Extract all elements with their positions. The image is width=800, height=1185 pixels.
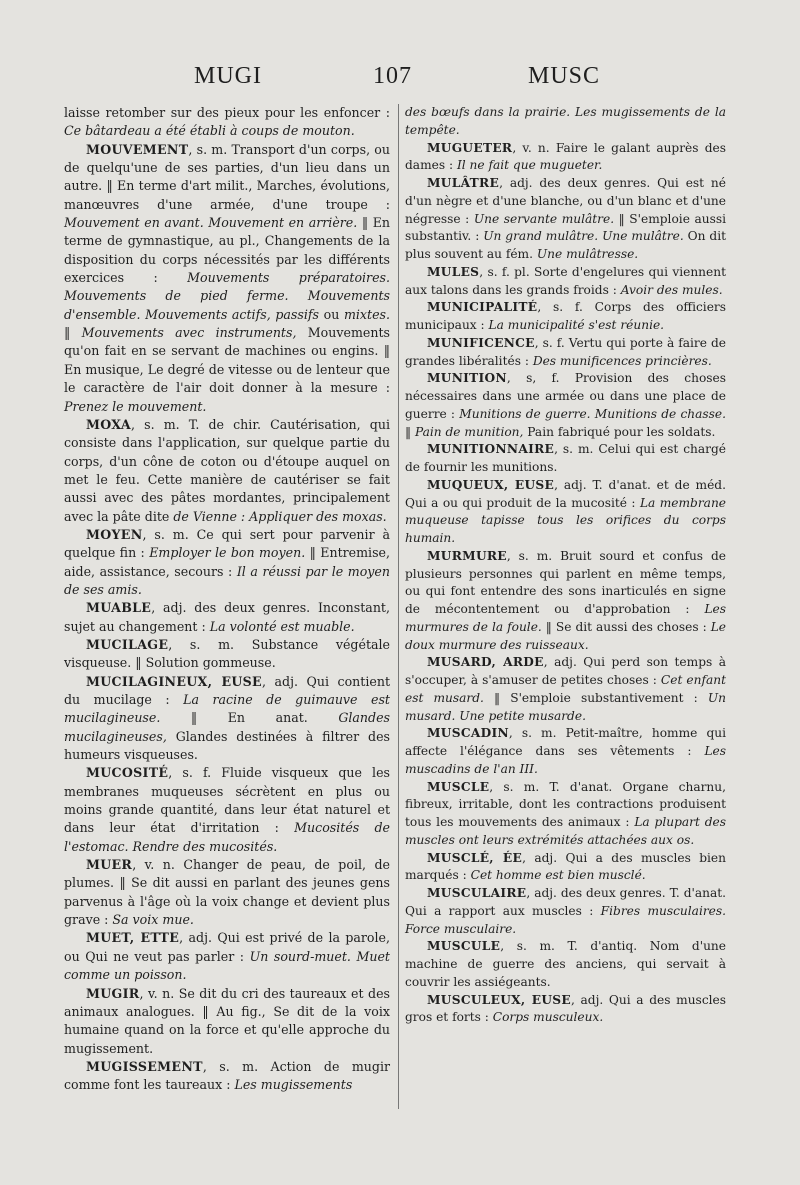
entry-definition: , adj. Qui a des muscles gros et forts : xyxy=(405,992,727,1025)
entry-definition: Glandes destinées à filtrer des humeurs visqueuses. xyxy=(64,728,390,763)
header-right-guideword: MUSC xyxy=(528,63,601,89)
entry-definition: , v. n. Changer de peau, de poil, de plumes. ‖ Se dit aussi en parlant des jeunes gens parvenus à l'âge où la voix change et devient plus grave : xyxy=(64,857,390,928)
entry-definition: , s. m. Action de mugir comme font les taureaux : xyxy=(64,1058,390,1093)
entry-headword: MUCILAGE xyxy=(86,636,169,652)
dictionary-entry xyxy=(405,175,726,264)
entry-example: La membrane muqueuse tapisse tous les orifices du corps humain. xyxy=(405,495,727,545)
right-column xyxy=(405,104,726,1027)
dictionary-entry xyxy=(405,779,726,850)
dictionary-entry xyxy=(64,416,390,526)
entry-headword: MUER xyxy=(86,857,133,873)
entry-definition: , s. m. T. d'antiq. Nom d'une machine de guerre des anciens, qui servait à couvrir les assiégeants. xyxy=(405,939,726,989)
entry-example: Mucosités de l'estomac. Rendre des mucosités. xyxy=(64,820,390,854)
entry-example: Mouvements avec instruments, xyxy=(81,325,297,341)
page-number: 107 xyxy=(373,63,412,89)
entry-definition: , adj. Qui a des muscles bien marqués : xyxy=(405,850,726,883)
entry-example: Pain de munition, xyxy=(414,424,524,439)
header-left-guideword: MUGI xyxy=(194,63,262,89)
entry-example: Des munificences princières. xyxy=(532,353,712,368)
entry-definition: , s. m. Bruit sourd et confus de plusieurs personnes qui parlent en même temps, ou qui font entendre des sons inarticulés en signe de mécontentement ou d'approbation : xyxy=(405,548,726,616)
entry-definition: ‖ En anat. xyxy=(160,710,339,726)
entry-example: La plupart des muscles ont leurs extrémités attachées aux os. xyxy=(405,815,727,847)
dictionary-entry xyxy=(64,985,390,1058)
dictionary-entry xyxy=(405,441,726,477)
entry-headword: MUSCULE xyxy=(427,939,501,954)
entry-definition: ‖ En terme de gymnastique, au pl., Changements de la disposition du corps nécessités par les différents exercices : xyxy=(64,215,390,286)
entry-example: Le doux murmure des ruisseaux. xyxy=(405,619,726,652)
entry-example: Glandes mucilagineuses, xyxy=(64,710,390,744)
entry-example: Les murmures de la foule. xyxy=(405,602,726,634)
entry-headword: MUNITIONNAIRE xyxy=(427,442,555,457)
entry-definition: , s. m. T. de chir. Cautérisation, qui consiste dans l'application, sur quelque partie du corps, d'un cône de coton ou d'étoupe auquel on met le feu. Cette manière de cautériser se fait aussi avec des pâtes mordantes, principalement avec la pâte dite xyxy=(64,416,390,524)
entry-example: Ce bâtardeau a été établi à coups de mouton. xyxy=(64,123,355,139)
entry-example: Un grand mulâtre. Une mulâtre. xyxy=(483,229,684,244)
entry-headword: MOXA xyxy=(86,416,131,432)
entry-headword: MUCILAGINEUX, EUSE xyxy=(86,673,262,689)
entry-example: Cet enfant est musard. xyxy=(405,673,726,705)
dictionary-entry xyxy=(405,264,726,300)
entry-example: Un sourd-muet. Muet comme un poisson. xyxy=(64,948,390,983)
entry-headword: MUSCULAIRE xyxy=(427,886,527,900)
entry-example: Une mulâtresse. xyxy=(536,247,639,261)
entry-headword: MOYEN xyxy=(86,526,143,542)
entry-example: Corps musculeux. xyxy=(492,1010,604,1025)
entry-definition: ou xyxy=(318,306,344,322)
entry-definition: , s. m. Ce qui sert pour parvenir à quelque fin : xyxy=(64,526,390,561)
dictionary-entry xyxy=(64,636,390,673)
dictionary-entry xyxy=(405,140,726,176)
entry-example: Fibres musculaires. Force musculaire. xyxy=(405,903,727,936)
entry-headword: MUNITION xyxy=(427,371,507,386)
dictionary-entry xyxy=(405,885,726,938)
dictionary-entry xyxy=(64,673,390,765)
entry-headword: MUGIR xyxy=(86,985,140,1001)
left-column xyxy=(64,104,390,1095)
dictionary-entry xyxy=(405,654,726,725)
dictionary-entry xyxy=(405,299,726,335)
entry-headword: MULES xyxy=(427,264,480,279)
entry-definition: Pain fabriqué pour les soldats. xyxy=(523,424,716,439)
entry-definition: , adj. Qui est privé de la parole, ou Qui ne veut pas parler : xyxy=(64,930,390,964)
dictionary-entry xyxy=(405,938,726,991)
entry-definition: laisse retomber sur des pieux pour les enfoncer : xyxy=(64,105,390,120)
entry-definition: , s. m. Celui qui est chargé de fournir les munitions. xyxy=(405,442,726,474)
entry-example: Munitions de guerre. Munitions de chasse. xyxy=(459,406,726,421)
entry-example: Les mugissements xyxy=(234,1077,353,1093)
entry-headword: MULÂTRE xyxy=(427,176,500,190)
entry-headword: MUQUEUX, EUSE xyxy=(427,477,555,492)
entry-definition: , s, f. Provision des choses nécessaires dans une armée ou dans une place de guerre : xyxy=(405,371,726,421)
dictionary-entry xyxy=(405,104,726,140)
entry-definition: ‖ xyxy=(64,325,82,341)
entry-example: La volonté est muable. xyxy=(209,618,355,634)
entry-example: des bœufs dans la prairie. Les mugissements de la tempête. xyxy=(405,105,726,137)
entry-example: Sa voix mue. xyxy=(112,912,194,928)
dictionary-entry xyxy=(405,992,726,1028)
entry-definition: ‖ Se dit aussi des choses : xyxy=(541,619,711,634)
entry-example: Un musard. Une petite musarde. xyxy=(405,690,726,723)
entry-headword: MUSCULEUX, EUSE xyxy=(427,992,571,1007)
entry-definition: , s. m. Substance végétale visqueuse. ‖ Solution gommeuse. xyxy=(64,636,390,671)
column-divider xyxy=(398,104,399,1109)
entry-definition: , v. n. Se dit du cri des taureaux et des animaux analogues. ‖ Au fig., Se dit de la voix humaine quand on la force et qu'elle approche du mugissement. xyxy=(64,985,390,1056)
dictionary-entry xyxy=(64,856,390,929)
entry-headword: MUSCADIN xyxy=(427,726,509,741)
dictionary-entry xyxy=(64,104,390,141)
dictionary-entry xyxy=(64,599,390,636)
entry-definition: , adj. des deux genres. Inconstant, sujet au changement : xyxy=(64,600,390,634)
entry-definition: ‖ Entremise, aide, assistance, secours : xyxy=(64,545,390,579)
entry-example: Il ne fait que mugueter. xyxy=(456,158,603,173)
entry-definition: , v. n. Faire le galant auprès des dames : xyxy=(405,140,726,173)
entry-definition: Mouvements qu'on fait en se servant de machines ou engins. ‖ En musique, Le degré de vitesse ou de lenteur que le caractère de l'air doit donner à la mesure : xyxy=(64,325,390,396)
dictionary-entry xyxy=(405,370,726,441)
dictionary-entry xyxy=(64,1058,390,1095)
dictionary-entry xyxy=(405,335,726,371)
entry-example: La racine de guimauve est mucilagineuse. xyxy=(64,692,390,726)
entry-definition: , s. m. Transport d'un corps, ou de quelqu'une de ses parties, d'un lieu dans un autre. ‖ En terme d'art milit., Marches, évolutions, manœuvres d'une armée, d'une troupe : xyxy=(64,141,390,212)
dictionary-entry xyxy=(405,850,726,886)
entry-example: Avoir des mules. xyxy=(620,282,723,297)
dictionary-entry xyxy=(405,477,726,548)
entry-definition: On dit plus souvent au fém. xyxy=(405,229,727,261)
entry-example: Employer le bon moyen. xyxy=(149,545,306,561)
entry-definition: , adj. T. d'anat. et de méd. Qui a ou qui produit de la mucosité : xyxy=(405,477,726,510)
entry-headword: MUCOSITÉ xyxy=(86,765,169,781)
entry-headword: MUABLE xyxy=(86,600,152,616)
entry-definition: , adj. Qui perd son temps à s'occuper, à s'amuser de petites choses : xyxy=(405,655,726,687)
entry-headword: MOUVEMENT xyxy=(86,141,189,157)
entry-example: La municipalité s'est réunie. xyxy=(488,318,665,332)
entry-headword: MURMURE xyxy=(427,548,507,563)
entry-example: Les muscadins de l'an III. xyxy=(405,744,726,776)
entry-definition: , s. f. pl. Sorte d'engelures qui viennent aux talons dans les grands froids : xyxy=(405,264,726,297)
entry-headword: MUGISSEMENT xyxy=(86,1058,203,1074)
entry-definition: , s. f. Corps des officiers municipaux : xyxy=(405,300,726,332)
dictionary-entry xyxy=(405,548,726,655)
entry-example: Mouvement en avant. Mouvement en arrière. xyxy=(64,215,358,231)
entry-definition: , s. f. Vertu qui porte à faire de grandes libéralités : xyxy=(405,335,726,368)
entry-headword: MUET, ETTE xyxy=(86,930,180,946)
dictionary-entry xyxy=(64,764,390,856)
entry-definition: , s. f. Fluide visqueux que les membranes muqueuses sécrètent en plus ou moins grande quantité, dans leur état naturel et dans leur état d'irritation : xyxy=(64,765,390,836)
entry-headword: MUSARD, ARDE xyxy=(427,655,544,670)
entry-definition: , s. m. Petit-maître, homme qui affecte l'élégance dans ses vêtements : xyxy=(405,726,726,758)
entry-example: Cet homme est bien musclé. xyxy=(470,868,646,883)
entry-definition: , s. m. T. d'anat. Organe charnu, fibreux, irritable, dont les contractions produisent tous les mouvements des animaux : xyxy=(405,779,726,829)
dictionary-entry xyxy=(64,929,390,984)
entry-definition: ‖ S'emploie aussi substantiv. : xyxy=(405,211,726,244)
entry-example: de Vienne : Appliquer des moxas. xyxy=(173,508,387,524)
entry-headword: MUSCLE xyxy=(427,779,490,794)
entry-headword: MUSCLÉ, ÉE xyxy=(427,850,523,865)
dictionary-entry xyxy=(64,526,390,599)
entry-example: Prenez le mouvement. xyxy=(64,398,207,414)
dictionary-entry xyxy=(405,725,726,778)
entry-definition: , adj. des deux genres. Qui est né d'un nègre et d'une blanche, ou d'un blanc et d'une négresse : xyxy=(405,176,726,226)
entry-headword: MUGUETER xyxy=(427,140,513,155)
dictionary-entry xyxy=(64,141,390,416)
entry-definition: ‖ xyxy=(405,424,415,439)
entry-example: mixtes. xyxy=(343,306,390,322)
entry-definition: , adj. des deux genres. T. d'anat. Qui a rapport aux muscles : xyxy=(405,886,726,918)
entry-example: Une servante mulâtre. xyxy=(473,211,615,226)
entry-definition: , adj. Qui contient du mucilage : xyxy=(64,673,390,707)
entry-example: Il a réussi par le moyen de ses amis. xyxy=(64,563,390,597)
entry-definition: ‖ S'emploie substantivement : xyxy=(483,690,708,705)
entry-example: Mouvements préparatoires. Mouvements de pied ferme. Mouvements d'ensemble. Mouvements actifs, passifs xyxy=(64,270,390,322)
entry-headword: MUNICIPALITÉ xyxy=(427,300,538,315)
entry-headword: MUNIFICENCE xyxy=(427,335,535,350)
page-header xyxy=(0,63,800,95)
